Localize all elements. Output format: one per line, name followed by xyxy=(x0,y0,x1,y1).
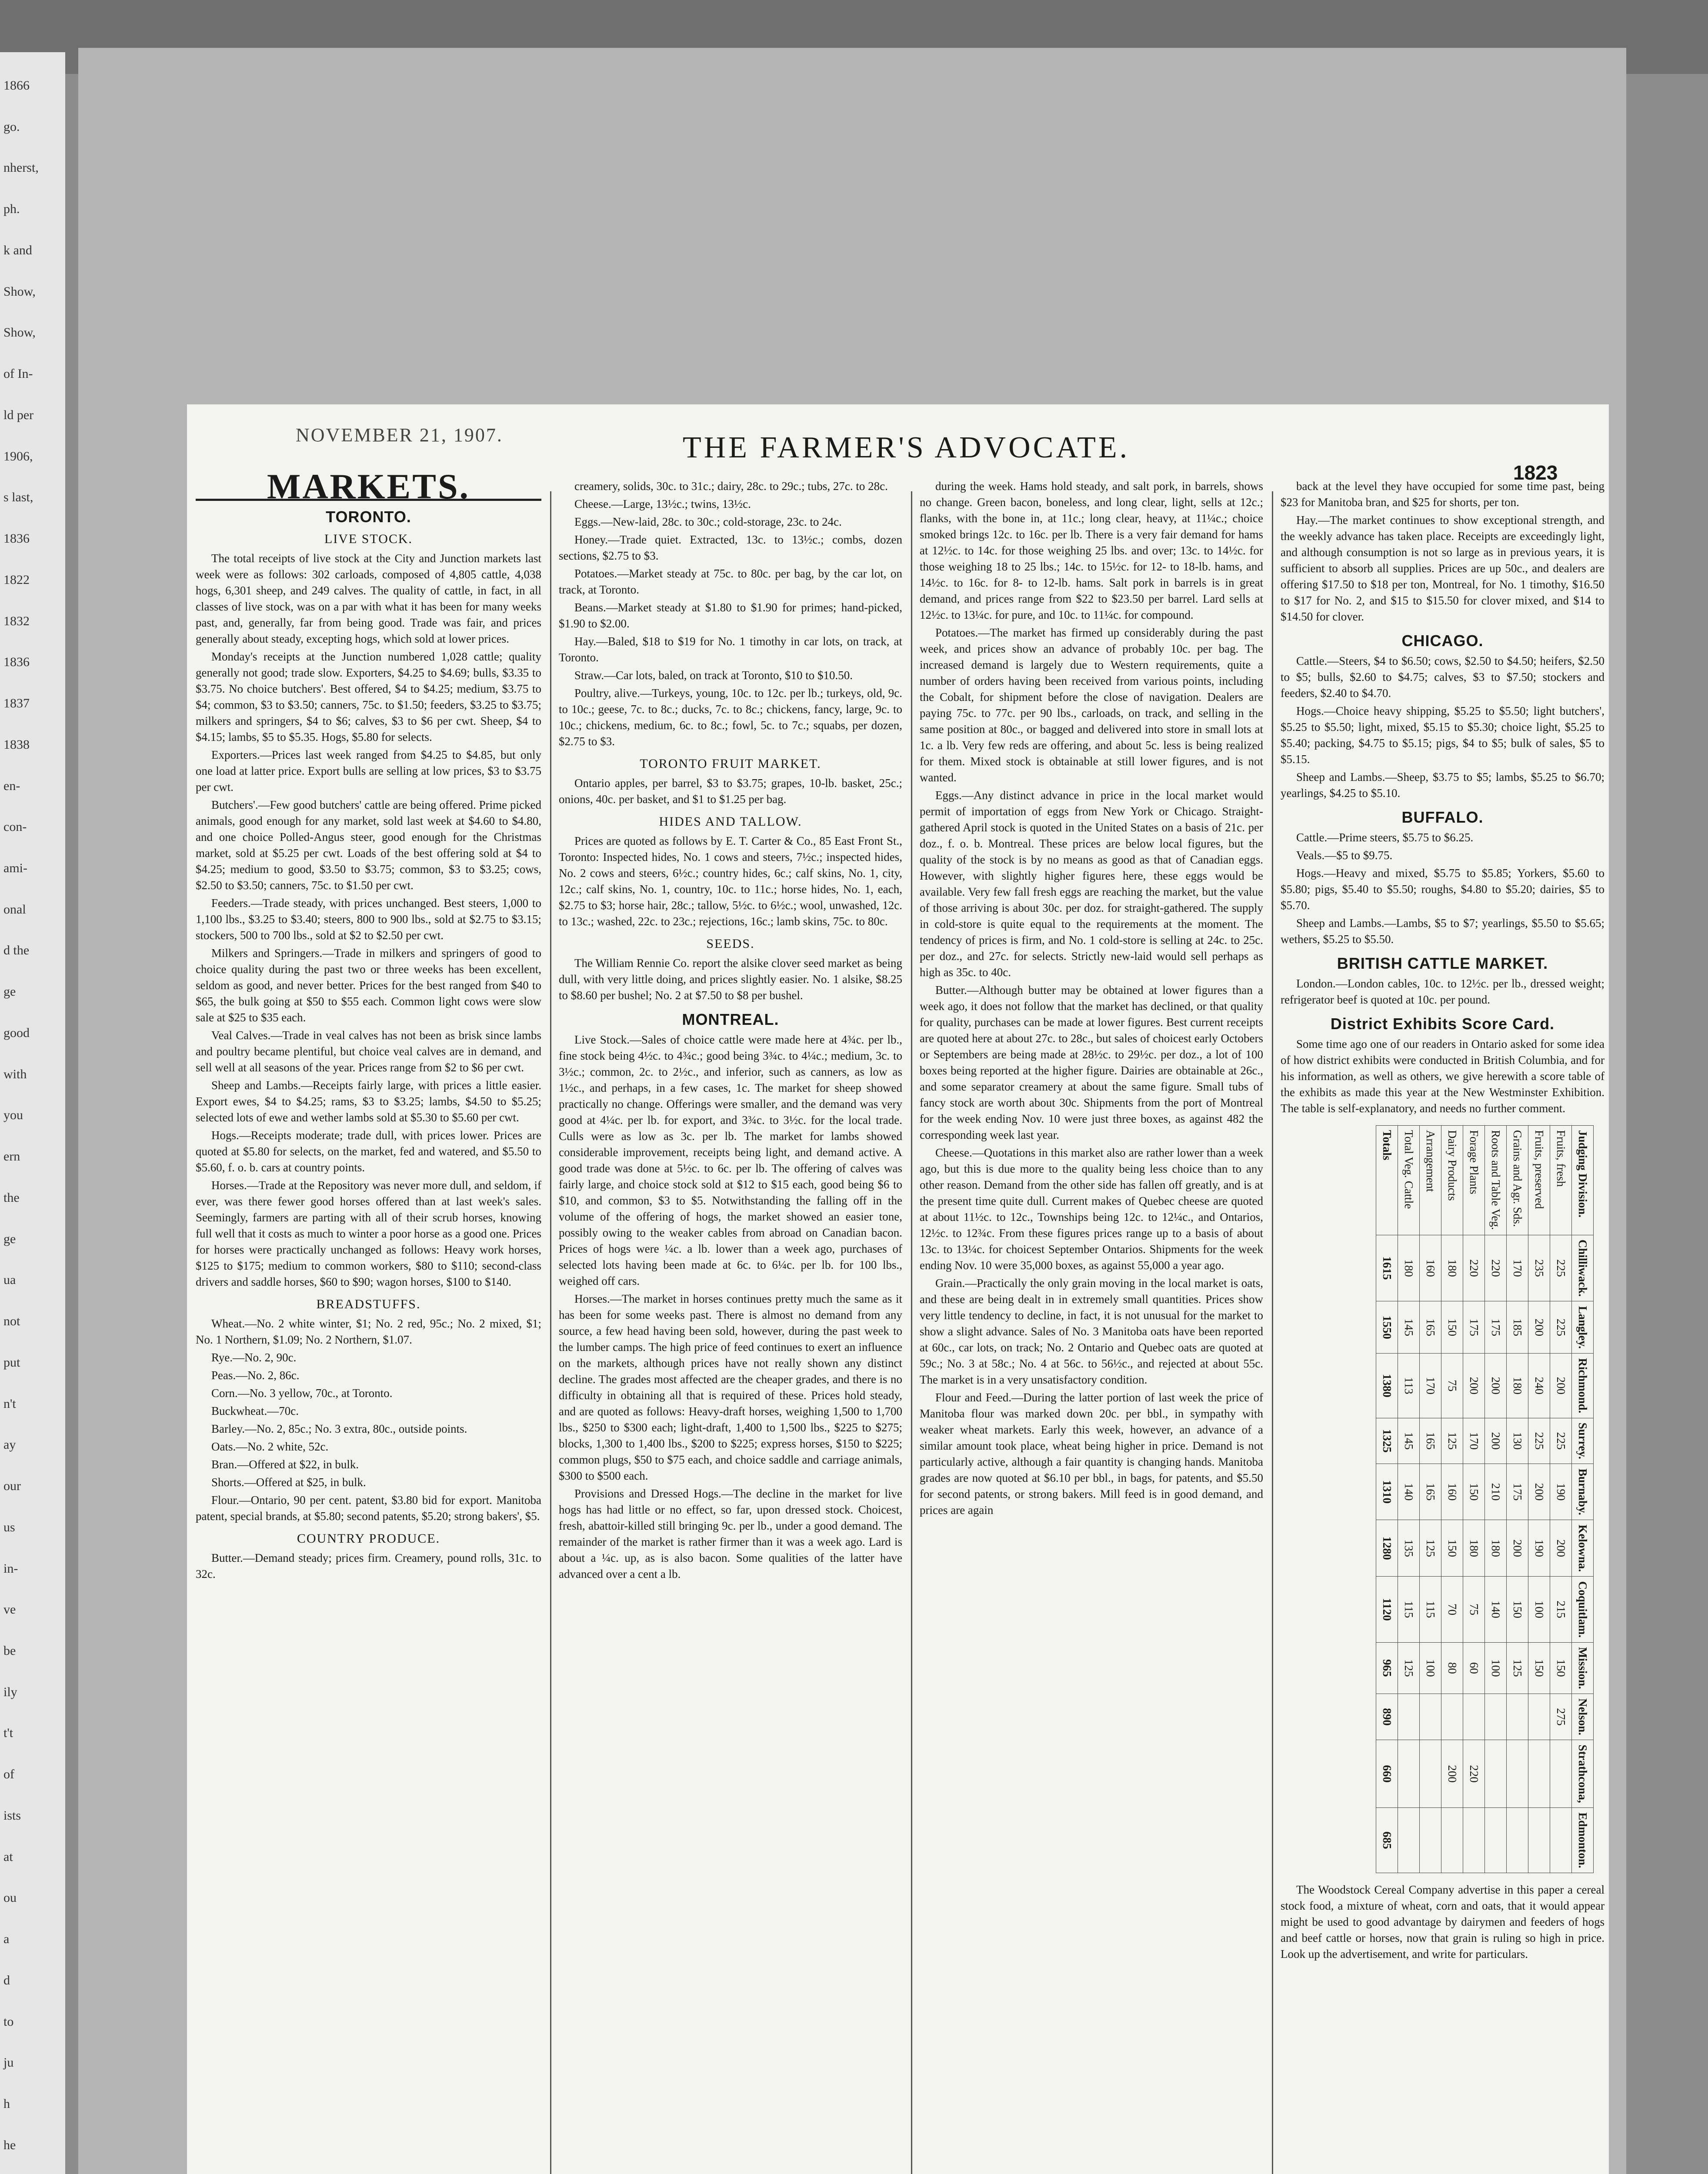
score-cell: 185 xyxy=(1507,1301,1528,1354)
paragraph: Monday's receipts at the Junction numbered 1,028 cattle; quality generally not good; trade slow. Exporters, $4.25 to $4.69; bulls, $3.35 to $3.75. No choice butchers'. Best offered, $4 to $4.25; medium, $3.75 to $4; common, $3 to $3.50; canners, 75c. to $1.50; feeders, $3.25 to $3.75; milkers and springers, $4 to $6; calves, $3 to $6 per cwt. Sheep, $4 to $4.15; lambs, $5 to $5.35. Hogs, $5.80 for selects. xyxy=(196,650,541,744)
score-cell: 200 xyxy=(1485,1354,1507,1418)
heading-chicago: CHICAGO. xyxy=(1401,632,1484,650)
margin-fragment: of In- xyxy=(3,367,33,381)
district-column-header: Richmond. xyxy=(1572,1354,1594,1418)
paragraph: Corn.—No. 3 yellow, 70c., at Toronto. xyxy=(211,1387,393,1400)
score-cell: 140 xyxy=(1398,1464,1420,1520)
margin-fragment: h xyxy=(3,2097,10,2111)
margin-fragment: 1822 xyxy=(3,572,30,587)
score-cell xyxy=(1507,1808,1528,1873)
margin-fragment: 1866 xyxy=(3,78,30,93)
heading-montreal: MONTREAL. xyxy=(682,1010,779,1028)
score-cell: 225 xyxy=(1528,1418,1550,1464)
score-cell xyxy=(1507,1740,1528,1808)
paragraph: Butchers'.—Few good butchers' cattle are being offered. Prime picked animals, good enough for any market, sold last week at $4.60 to $4.80, and one choice Polled-Angus steer, good enough for the Christmas market, sold at $5.25 per cwt. Loads of the best offering sold at $4 to $4.25; medium to good, $3.50 to $3.75; common, $3 to $3.25; cows, $2.50 to $3.50; canners, 75c. to $1.50 per cwt. xyxy=(196,798,541,892)
margin-fragment: ay xyxy=(3,1437,16,1452)
margin-fragment: not xyxy=(3,1314,20,1329)
paragraph: Barley.—No. 2, 85c.; No. 3 extra, 80c., outside points. xyxy=(211,1422,467,1435)
score-cell xyxy=(1550,1740,1572,1808)
heading-country-produce: COUNTRY PRODUCE. xyxy=(297,1531,440,1546)
paragraph: Hogs.—Heavy and mixed, $5.75 to $5.85; Yorkers, $5.60 to $5.80; pigs, $5.40 to $5.50; roughs, $4.80 to $5.20; dairies, $5 to $5.70. xyxy=(1281,867,1605,912)
table-row xyxy=(1550,1126,1572,1873)
score-cell: 150 xyxy=(1507,1577,1528,1642)
margin-fragment: ern xyxy=(3,1149,20,1164)
column-1 xyxy=(196,467,541,1584)
margin-fragment: a xyxy=(3,1932,10,1947)
row-label: Roots and Table Veg. xyxy=(1485,1126,1507,1235)
margin-fragment: good xyxy=(3,1025,30,1040)
facing-page-strip xyxy=(0,52,65,2174)
column-rule xyxy=(1272,491,1273,2174)
column-2 xyxy=(559,478,902,1584)
score-cell xyxy=(1398,1808,1420,1873)
score-cell xyxy=(1441,1694,1463,1740)
score-cell: 180 xyxy=(1441,1235,1463,1301)
paragraph: Exporters.—Prices last week ranged from $4.25 to $4.85, but only one load at latter price. Export bulls are selling at low prices, $3 to $3.75 per cwt. xyxy=(196,748,541,794)
score-cell: 1120 xyxy=(1376,1577,1398,1642)
margin-fragment: ily xyxy=(3,1684,17,1699)
margin-fragment: ists xyxy=(3,1808,21,1823)
paragraph: Hogs.—Choice heavy shipping, $5.25 to $5.50; light butchers', $5.25 to $5.50; light, mixed, $5.15 to $5.30; choice light, $5.25 to $5.40; packing, $4.75 to $5.15; pigs, $4 to $5; bulk of sales, $5 to $5.15. xyxy=(1281,704,1605,766)
paragraph: Eggs.—Any distinct advance in price in the local market would permit of importation of eggs from New York or Chicago. Straight-gathered April stock is quoted in the United States on a basis of 21c. per doz., f. o. b. Montreal. These prices are below local figures, but the quality of the stock is by no means as good as that of Canadian eggs. However, with slightly higher figures here, these eggs would be available. Very few fall fresh eggs are reaching the market, but the value of those arriving is about 30c. per doz. for straight-gathered. The supply in cold-store is quite equal to the requirements at the moment. The tendency of prices is firm, and No. 1 cold-store is selling at 24c. to 25c. per doz., and 27c. for selects. Strictly new-laid would sell perhaps as high as 35c. to 40c. xyxy=(920,789,1263,979)
margin-fragment: of xyxy=(3,1767,14,1782)
margin-fragment: with xyxy=(3,1067,27,1081)
score-cell: 200 xyxy=(1507,1520,1528,1577)
paragraph: Hay.—Baled, $18 to $19 for No. 1 timothy in car lots, on track, at Toronto. xyxy=(559,635,902,664)
score-cell: 190 xyxy=(1550,1464,1572,1520)
score-cell xyxy=(1420,1808,1441,1873)
margin-fragment: Show, xyxy=(3,325,36,340)
score-cell: 965 xyxy=(1376,1642,1398,1694)
column-3 xyxy=(920,478,1263,1520)
district-column-header: Coquitlam. xyxy=(1572,1577,1594,1642)
paragraph: Cheese.—Large, 13½c.; twins, 13½c. xyxy=(574,497,751,510)
paragraph: Horses.—Trade at the Repository was never more dull, and seldom, if ever, was there fewer good horses offered than at last week's sales. Seemingly, farmers are parting with all of their scrub horses, knowing full well that it costs as much to winter a poor horse as a good one. Prices for horses were practically unchanged as follows: Heavy work horses, $125 to $175; medium to common workers, $80 to $110; second-class drivers and saddle horses, $60 to $90; wagon horses, $100 to $140. xyxy=(196,1179,541,1288)
heading-breadstuffs: BREADSTUFFS. xyxy=(316,1297,421,1311)
score-card-body xyxy=(1376,1126,1572,1873)
score-cell: 80 xyxy=(1441,1642,1463,1694)
margin-fragment: ua xyxy=(3,1273,16,1287)
score-cell: 180 xyxy=(1507,1354,1528,1418)
row-label: Fruits, fresh xyxy=(1550,1126,1572,1235)
newspaper-sheet xyxy=(78,48,1626,2174)
heading-seeds: SEEDS. xyxy=(706,937,755,951)
score-cell: 75 xyxy=(1463,1577,1485,1642)
margin-fragment: 1836 xyxy=(3,531,30,546)
score-card-rotated xyxy=(1281,1125,1594,1873)
margin-fragment: at xyxy=(3,1849,13,1864)
paragraph: Hogs.—Receipts moderate; trade dull, with prices lower. Prices are quoted at $5.80 for selects, on the market, fed and watered, and $5.50 to $5.60, f. o. b. cars at country points. xyxy=(196,1129,541,1174)
margin-fragment: put xyxy=(3,1355,20,1370)
paragraph: Buckwheat.—70c. xyxy=(211,1404,299,1417)
heading-live-stock: LIVE STOCK. xyxy=(324,532,413,546)
score-cell: 150 xyxy=(1441,1520,1463,1577)
column-4 xyxy=(1281,478,1605,1964)
table-row xyxy=(1420,1126,1441,1873)
score-cell: 100 xyxy=(1528,1577,1550,1642)
score-cell: 175 xyxy=(1507,1464,1528,1520)
paragraph: Beans.—Market steady at $1.80 to $1.90 for primes; hand-picked, $1.90 to $2.00. xyxy=(559,601,902,630)
paragraph: Veal Calves.—Trade in veal calves has not been as brisk since lambs and poultry became plentiful, but choice veal calves are in demand, and sell well at all seasons of the year. Prices range from $2 to $6 per cwt. xyxy=(196,1029,541,1074)
paragraph: Wheat.—No. 2 white winter, $1; No. 2 red, 95c.; No. 2 mixed, $1; No. 1 Northern, $1.09; No. 2 Northern, $1.07. xyxy=(196,1317,541,1346)
score-cell: 1615 xyxy=(1376,1235,1398,1301)
score-cell xyxy=(1420,1694,1441,1740)
score-cell: 200 xyxy=(1485,1418,1507,1464)
paragraph: Sheep and Lambs.—Lambs, $5 to $7; yearlings, $5.50 to $5.65; wethers, $5.25 to $5.50. xyxy=(1281,917,1605,946)
score-cell: 113 xyxy=(1398,1354,1420,1418)
district-column-header: Nelson. xyxy=(1572,1694,1594,1740)
score-cell xyxy=(1420,1740,1441,1808)
score-cell: 165 xyxy=(1420,1464,1441,1520)
paragraph: Straw.—Car lots, baled, on track at Toronto, $10 to $10.50. xyxy=(574,669,853,682)
table-row xyxy=(1528,1126,1550,1873)
section-title: MARKETS. xyxy=(196,478,541,501)
margin-fragment: ld per xyxy=(3,407,34,422)
score-cell: 1280 xyxy=(1376,1520,1398,1577)
margin-fragment: onal xyxy=(3,902,26,917)
paragraph: Flour.—Ontario, 90 per cent. patent, $3.80 bid for export. Manitoba patent, special brands, at $5.80; second patents, $5.20; strong bakers', $5. xyxy=(196,1494,541,1523)
score-cell: 170 xyxy=(1507,1235,1528,1301)
district-column-header: Mission. xyxy=(1572,1642,1594,1694)
heading-buffalo: BUFFALO. xyxy=(1401,808,1484,826)
margin-fragment: 1832 xyxy=(3,614,30,628)
score-cell: 180 xyxy=(1398,1235,1420,1301)
score-cell: 1310 xyxy=(1376,1464,1398,1520)
score-cell: 1325 xyxy=(1376,1418,1398,1464)
margin-fragment: us xyxy=(3,1520,15,1534)
score-cell: 1550 xyxy=(1376,1301,1398,1354)
margin-fragment: k and xyxy=(3,243,32,257)
paragraph: Shorts.—Offered at $25, in bulk. xyxy=(211,1476,366,1489)
score-cell xyxy=(1441,1808,1463,1873)
paragraph: London.—London cables, 10c. to 12½c. per lb., dressed weight; refrigerator beef is quoted at 10c. per pound. xyxy=(1281,977,1605,1006)
paragraph: Milkers and Springers.—Trade in milkers and springers of good to choice quality during the past two or three weeks has been excellent, seldom as good, and never better. Prices for the best ranged from $40 to $65, the bulk going at $50 to $55 each. Common light cows were slow sale at $25 to $35 each. xyxy=(196,947,541,1024)
paragraph: Some time ago one of our readers in Ontario asked for some idea of how district exhibits were conducted in British Columbia, and for his information, as well as others, we give herewith a score table of the exhibits as made this year at the New Westminster Exhibition. The table is self-explanatory, and needs no further comment. xyxy=(1281,1037,1605,1115)
row-label: Dairy Products xyxy=(1441,1126,1463,1235)
score-cell: 125 xyxy=(1398,1642,1420,1694)
paragraph: back at the level they have occupied for some time past, being $23 for Manitoba bran, and $25 for shorts, per ton. xyxy=(1281,480,1605,509)
table-row xyxy=(1398,1126,1420,1873)
paragraph: Poultry, alive.—Turkeys, young, 10c. to 12c. per lb.; turkeys, old, 9c. to 10c.; geese, 7c. to 8c.; ducks, 7c. to 8c.; chickens, fancy, large, 9c. to 10c.; chickens, medium, 6c. to 8c.; fowl, 5c. to 7c.; squabs, per dozen, $2.75 to $3. xyxy=(559,687,902,748)
paragraph: Butter.—Although butter may be obtained at lower figures than a week ago, it does not follow that the market has declined, or that quality for quality, purchases can be made at lower figures. Best current receipts are quoted here at about 27c. to 28c., but sales of choicest early Octobers or Septembers are being made at 28½c. to 29½c. per doz., a lot of 100 boxes being reported at the higher figure. Dairies are obtainable at 26c., and some separator creamery at about the same figure. Small tubs of fancy stock are worth about 30c. Shipments from the port of Montreal for the week ending Nov. 10 were just three boxes, as against 482 the corresponding week last year. xyxy=(920,984,1263,1141)
paragraph: Veals.—$5 to $9.75. xyxy=(1296,849,1393,862)
table-row xyxy=(1463,1126,1485,1873)
margin-fragment: Show, xyxy=(3,284,36,299)
score-cell: 150 xyxy=(1550,1642,1572,1694)
score-cell: 115 xyxy=(1398,1577,1420,1642)
heading-hides: HIDES AND TALLOW. xyxy=(659,814,802,829)
score-cell: 165 xyxy=(1420,1418,1441,1464)
margin-fragment: to xyxy=(3,2014,14,2029)
margin-fragment: 1837 xyxy=(3,696,30,711)
row-label: Fruits, preserved xyxy=(1528,1126,1550,1235)
row-label: Grains and Agr. Sds. xyxy=(1507,1126,1528,1235)
score-card-corner: Judging Division. xyxy=(1572,1126,1594,1235)
margin-fragment: ve xyxy=(3,1602,16,1617)
score-cell: 180 xyxy=(1463,1520,1485,1577)
margin-fragment: en- xyxy=(3,778,20,793)
margin-fragment: d the xyxy=(3,943,30,958)
paragraph: Rye.—No. 2, 90c. xyxy=(211,1351,297,1364)
score-cell xyxy=(1485,1740,1507,1808)
paragraph: Hay.—The market continues to show exceptional strength, and the weekly advance has taken place. Receipts are exceedingly light, and although consumption is not so large as in previous years, it is sufficient to absorb all supplies. Prices are up 50c., and dealers are offering $17.50 to $18 per ton, Montreal, for No. 1 timothy, $16.50 to $17 for No. 2, and $15 to $15.50 for clover mixed, and $14 to $14.50 for clover. xyxy=(1281,513,1605,623)
margin-fragment: ju xyxy=(3,2055,14,2070)
score-cell: 160 xyxy=(1441,1464,1463,1520)
score-cell: 200 xyxy=(1550,1354,1572,1418)
margin-fragment: d xyxy=(3,1973,10,1987)
score-cell: 165 xyxy=(1420,1301,1441,1354)
margin-fragment: 1838 xyxy=(3,737,30,752)
margin-fragment: nherst, xyxy=(3,160,39,175)
paragraph: Butter.—Demand steady; prices firm. Creamery, pound rolls, 31c. to 32c. xyxy=(196,1551,541,1580)
masthead-title: THE FARMER'S ADVOCATE. xyxy=(683,431,1130,464)
score-cell: 70 xyxy=(1441,1577,1463,1642)
score-cell xyxy=(1463,1808,1485,1873)
score-cell: 200 xyxy=(1463,1354,1485,1418)
score-cell: 145 xyxy=(1398,1418,1420,1464)
paragraph: Peas.—No. 2, 86c. xyxy=(211,1369,300,1382)
paragraph: The Woodstock Cereal Company advertise in this paper a cereal stock food, a mixture of wheat, corn and oats, that it would appear might be used to good advantage by dairymen and feeders of hogs and beef cattle or horses, now that grain is ruling so high in price. Look up the advertisement, and write for particulars. xyxy=(1281,1883,1605,1961)
score-cell: 160 xyxy=(1420,1235,1441,1301)
score-cell: 225 xyxy=(1550,1418,1572,1464)
score-cell xyxy=(1528,1740,1550,1808)
score-cell: 220 xyxy=(1485,1235,1507,1301)
score-cell: 685 xyxy=(1376,1808,1398,1873)
margin-fragment: ami- xyxy=(3,861,27,875)
margin-fragment: ou xyxy=(3,1891,17,1905)
score-cell: 150 xyxy=(1528,1642,1550,1694)
table-row xyxy=(1441,1126,1463,1873)
score-cell xyxy=(1398,1694,1420,1740)
score-cell: 100 xyxy=(1485,1642,1507,1694)
row-label: Totals xyxy=(1376,1126,1398,1235)
score-cell: 225 xyxy=(1550,1301,1572,1354)
score-cell: 660 xyxy=(1376,1740,1398,1808)
score-cell: 125 xyxy=(1420,1520,1441,1577)
score-cell xyxy=(1550,1808,1572,1873)
score-cell: 190 xyxy=(1528,1520,1550,1577)
score-cell xyxy=(1463,1694,1485,1740)
district-column-header: Langley. xyxy=(1572,1301,1594,1354)
column-rule xyxy=(911,491,912,2174)
score-cell: 60 xyxy=(1463,1642,1485,1694)
paragraph: Cheese.—Quotations in this market also are rather lower than a week ago, but this is due more to the quality being less choice than to any other reason. Demand from the other side has fallen off greatly, and is at the present time quite dull. Current makes of Quebec cheese are quoted at about 11½c. to 12c., Townships being 12c. to 12¼c., and Ontarios, 12½c. to 12¾c. From these figures prices range up to a basis of about 13c. to 13¼c. for choicest September Ontarios. Shipments for the week ending Nov. 10 were 35,000 boxes, as against 55,000 a year ago. xyxy=(920,1146,1263,1272)
score-cell: 215 xyxy=(1550,1577,1572,1642)
margin-fragment: in- xyxy=(3,1561,18,1576)
score-cell: 175 xyxy=(1463,1301,1485,1354)
page-number: 1823 xyxy=(1513,461,1558,484)
margin-fragment: ge xyxy=(3,1231,16,1246)
score-cell: 275 xyxy=(1550,1694,1572,1740)
score-cell: 180 xyxy=(1485,1520,1507,1577)
margin-fragment: you xyxy=(3,1108,23,1123)
paragraph: Flour and Feed.—During the latter portion of last week the price of Manitoba flour was marked down 20c. per bbl., in sympathy with weaker wheat markets. Early this week, however, an advance of a similar amount took place, wheat being higher in price. Demand is not particularly active, although a fair quantity is changing hands. Manitoba grades are now quoted at $6.10 per bbl., in bags, for patents, and $5.50 for second patents, or strong bakers. Mill feed is in good demand, and prices are again xyxy=(920,1391,1263,1517)
score-cell xyxy=(1485,1808,1507,1873)
district-column-header: Edmonton. xyxy=(1572,1808,1594,1873)
score-cell: 200 xyxy=(1528,1464,1550,1520)
paragraph: The total receipts of live stock at the City and Junction markets last week were as follows: 302 carloads, composed of 4,805 cattle, 4,038 hogs, 6,301 sheep, and 249 calves. The quality of cattle, in fact, in all classes of live stock, was on a par with what it has been for many weeks past, and, generally, far from being good. Trade was fair, and prices generally about steady, excepting hogs, which sold at lower prices. xyxy=(196,552,541,645)
paragraph: Oats.—No. 2 white, 52c. xyxy=(211,1440,329,1453)
score-cell: 150 xyxy=(1463,1464,1485,1520)
score-cell: 1380 xyxy=(1376,1354,1398,1418)
margin-fragment: go. xyxy=(3,119,20,134)
score-cell: 125 xyxy=(1441,1418,1463,1464)
paragraph: Cattle.—Steers, $4 to $6.50; cows, $2.50 to $4.50; heifers, $2.50 to $5; bulls, $2.60 to $4.75; calves, $3 to $7.50; stockers and feeders, $2.40 to $4.70. xyxy=(1281,654,1605,700)
score-card-header-row xyxy=(1572,1126,1594,1873)
score-cell xyxy=(1485,1694,1507,1740)
paragraph: Cattle.—Prime steers, $5.75 to $6.25. xyxy=(1296,831,1474,844)
paragraph: Live Stock.—Sales of choice cattle were made here at 4¾c. per lb., fine stock being 4½c. to 4¾c.; good being 3¾c. to 4¼c.; medium, 3c. to 3½c.; common, 2c. to 2½c., and inferior, such as canners, as low as 1½c., and perhaps, in a few cases, 1c. The market for sheep showed practically no change. Offerings were smaller, and the demand was very good at 4¼c. per lb. for export, and 3¾c. to 3½c. for the local trade. Culls were as low as 3c. per lb. The market for lambs showed considerable improvement, receipts being light, and demand active. A good trade was done at 5½c. to 6c. per lb. The offering of calves was fairly large, and choice stock sold at $12 to $15 each, good being $6 to $10, and common, $3 to $5. Notwithstanding the falling off in the volume of the offering of hogs, the market showed an easier tone, possibly owing to the weaker cables from abroad on Canadian bacon. Prices of hogs were ¼c. a lb. lower than a week ago, purchases of selected lots having been made at 6c. to 6¼c. per lb. for 100 lbs., weighed off cars. xyxy=(559,1033,902,1287)
margin-fragment: ph. xyxy=(3,202,20,217)
paragraph: Eggs.—New-laid, 28c. to 30c.; cold-storage, 23c. to 24c. xyxy=(574,515,842,528)
paragraph: Sheep and Lambs.—Receipts fairly large, with prices a little easier. Export ewes, $4 to $4.25; rams, $3 to $3.25; lambs, $4.50 to $5.25; selected lots of ewe and wether lambs sold at $5.30 to $5.60 per cwt. xyxy=(196,1079,541,1124)
paragraph: Horses.—The market in horses continues pretty much the same as it has been for some weeks past. There is almost no demand from any source, a few head having been sold, however, during the past week to the lumber camps. The high price of feed continues to exert an influence on the markets, although prices have not really shown any distinct decline. The grades most affected are the cheaper grades, and there is no difficulty in obtaining all that is required of these. Prices hold steady, and are quoted as follows: Heavy-draft horses, weighing 1,500 to 1,700 lbs., $250 to $300 each; light-draft, 1,400 to 1,500 lbs., $225 to $275; blocks, 1,300 to 1,400 lbs., $200 to $225; express horses, $150 to $225; common plugs, $50 to $75 each, and choice saddle and carriage animals, $300 to $500 each. xyxy=(559,1292,902,1482)
row-label: Arrangement xyxy=(1420,1126,1441,1235)
score-cell: 115 xyxy=(1420,1577,1441,1642)
paragraph: Potatoes.—Market steady at 75c. to 80c. per bag, by the car lot, on track, at Toronto. xyxy=(559,567,902,596)
score-cell: 135 xyxy=(1398,1520,1420,1577)
heading-district-exhibits: District Exhibits Score Card. xyxy=(1330,1015,1555,1033)
score-cell: 125 xyxy=(1507,1642,1528,1694)
score-cell: 170 xyxy=(1463,1418,1485,1464)
score-cell: 130 xyxy=(1507,1418,1528,1464)
paragraph: Sheep and Lambs.—Sheep, $3.75 to $5; lambs, $5.25 to $6.70; yearlings, $4.25 to $5.10. xyxy=(1281,770,1605,800)
score-cell xyxy=(1528,1808,1550,1873)
score-cell: 175 xyxy=(1485,1301,1507,1354)
margin-fragment: the xyxy=(3,1190,20,1205)
row-label: Forage Plants xyxy=(1463,1126,1485,1235)
heading-fruit-market: TORONTO FRUIT MARKET. xyxy=(640,757,821,771)
score-cell xyxy=(1507,1694,1528,1740)
margin-fragment: con- xyxy=(3,820,27,834)
score-card-table-wrapper xyxy=(1281,1125,1594,1873)
margin-fragment: n't xyxy=(3,1396,16,1411)
district-column-header: Surrey. xyxy=(1572,1418,1594,1464)
paragraph: Bran.—Offered at $22, in bulk. xyxy=(211,1458,359,1471)
margin-fragment: 1906, xyxy=(3,449,33,463)
score-cell: 200 xyxy=(1528,1301,1550,1354)
score-cell: 890 xyxy=(1376,1694,1398,1740)
margin-fragment: t't xyxy=(3,1726,13,1741)
margin-fragment: ge xyxy=(3,984,16,999)
column-rule xyxy=(550,491,551,2174)
score-cell: 145 xyxy=(1398,1301,1420,1354)
score-cell: 210 xyxy=(1485,1464,1507,1520)
table-row xyxy=(1376,1126,1398,1873)
margin-fragment: he xyxy=(3,2137,16,2152)
margin-fragment: 1836 xyxy=(3,655,30,670)
district-column-header: Chilliwack. xyxy=(1572,1235,1594,1301)
paragraph: during the week. Hams hold steady, and salt pork, in barrels, shows no change. Green bacon, boneless, and long clear, light, sells at 12c.; flanks, with the bone in, at 11c.; long clear, heavy, at 11¼c.; choice smoked brings 12c. to 16c. per lb. There is a very fair demand for hams at 12½c. to 14c. for those weighing 25 lbs. and over; 13c. to 14½c. for those weighing 18 to 25 lbs.; 14c. to 15½c. for 12- to 18-lb. hams, and 14½c. to 16c. for 8- to 12-lb. hams. Salt pork in barrels is in great demand, and prices range from $22 to $23.50 per barrel. Lard sells at 12½c. to 13¼c. for pure, and 10c. to 11¼c. for compound. xyxy=(920,480,1263,621)
score-cell: 240 xyxy=(1528,1354,1550,1418)
paragraph: Grain.—Practically the only grain moving in the local market is oats, and these are being dealt in in extremely small quantities. Prices show very little tendency to decline, in fact, it is not unusual for the market to show a slight advance. Sales of No. 3 Manitoba oats have been reported at 60c., car lots, on track; No. 2 Ontario and Quebec oats are quoted at 59c.; No. 3 at 58c.; No. 4 at 56c. to 56½c., and rejected at about 55c. The market is in a very unsatisfactory condition. xyxy=(920,1277,1263,1386)
paragraph: Potatoes.—The market has firmed up considerably during the past week, and prices show an advance of probably 10c. per bag. The increased demand is largely due to Western requirements, quite a number of orders having been received from various points, including the Cobalt, for shipment before the close of navigation. Dealers are paying 75c. to 77c. per 90 lbs., carloads, on track, and selling in the same position at 80c., or bagged and delivered into store in small lots at 1c. a lb. Very few reds are offering, and about 5c. less is being realized for them. Mixed stock is obtainable at still lower figures, and is not wanted. xyxy=(920,626,1263,784)
table-row xyxy=(1485,1126,1507,1873)
score-cell xyxy=(1398,1740,1420,1808)
heading-toronto: TORONTO. xyxy=(326,508,411,526)
paragraph: The William Rennie Co. report the alsike clover seed market as being dull, with very little doing, and prices slightly easier. No. 1 alsike, $8.25 to $8.60 per bushel; No. 2 at $7.50 to $8 per bushel. xyxy=(559,957,902,1002)
margin-fragment: be xyxy=(3,1644,16,1658)
score-cell: 100 xyxy=(1420,1642,1441,1694)
score-cell: 170 xyxy=(1420,1354,1441,1418)
score-cell: 225 xyxy=(1550,1235,1572,1301)
score-card-table xyxy=(1376,1125,1594,1873)
score-cell: 140 xyxy=(1485,1577,1507,1642)
paragraph: Honey.—Trade quiet. Extracted, 13c. to 13½c.; combs, dozen sections, $2.75 to $3. xyxy=(559,533,902,562)
score-cell xyxy=(1528,1694,1550,1740)
margin-fragment: s last, xyxy=(3,490,33,505)
district-column-header: Kelowna. xyxy=(1572,1520,1594,1577)
issue-date: NOVEMBER 21, 1907. xyxy=(296,424,503,446)
score-cell: 220 xyxy=(1463,1740,1485,1808)
row-label: Total Veg. Cattle xyxy=(1398,1126,1420,1235)
paragraph: creamery, solids, 30c. to 31c.; dairy, 28c. to 29c.; tubs, 27c. to 28c. xyxy=(574,480,888,493)
district-column-header: Strathcona, xyxy=(1572,1740,1594,1808)
district-column-header: Burnaby. xyxy=(1572,1464,1594,1520)
score-cell: 220 xyxy=(1463,1235,1485,1301)
paragraph: Ontario apples, per barrel, $3 to $3.75; grapes, 10-lb. basket, 25c.; onions, 40c. per basket, and $1 to $1.25 per bag. xyxy=(559,777,902,806)
margin-fragment: our xyxy=(3,1479,21,1494)
page-content xyxy=(187,404,1609,2174)
paragraph: Feeders.—Trade steady, with prices unchanged. Best steers, 1,000 to 1,100 lbs., $3.25 to $3.40; steers, 800 to 900 lbs., sold at $2.75 to $3.15; stockers, 500 to 700 lbs., sold at $2 to $2.50 per cwt. xyxy=(196,897,541,942)
paragraph: Prices are quoted as follows by E. T. Carter & Co., 85 East Front St., Toronto: Inspected hides, No. 1 cows and steers, 7½c.; inspected hides, No. 2 cows and steers, 6½c.; country hides, 6c.; calf skins, No. 1, city, 12c.; calf skins, No. 1, country, 10c. to 11c.; horse hides, No. 1, each, $2.75 to $3; horse hair, 28c.; tallow, 5½c. to 6½c.; wool, unwashed, 12c. to 13c.; washed, 22c. to 23c.; rejections, 16c.; lamb skins, 75c. to 80c. xyxy=(559,834,902,928)
table-row xyxy=(1507,1126,1528,1873)
score-cell: 200 xyxy=(1441,1740,1463,1808)
score-cell: 235 xyxy=(1528,1235,1550,1301)
score-cell: 200 xyxy=(1550,1520,1572,1577)
paragraph: Provisions and Dressed Hogs.—The decline in the market for live hogs has had little or no effect, so far, upon dressed stock. Choicest, fresh, abattoir-killed still bringing 9c. per lb., under a good demand. The remainder of the market is rather firmer than it was a week ago. Lard is about a ¼c. up, as is also bacon. Some qualities of the latter have advanced over a cent a lb. xyxy=(559,1487,902,1580)
heading-british-cattle: BRITISH CATTLE MARKET. xyxy=(1337,954,1548,972)
score-cell: 75 xyxy=(1441,1354,1463,1418)
score-cell: 150 xyxy=(1441,1301,1463,1354)
